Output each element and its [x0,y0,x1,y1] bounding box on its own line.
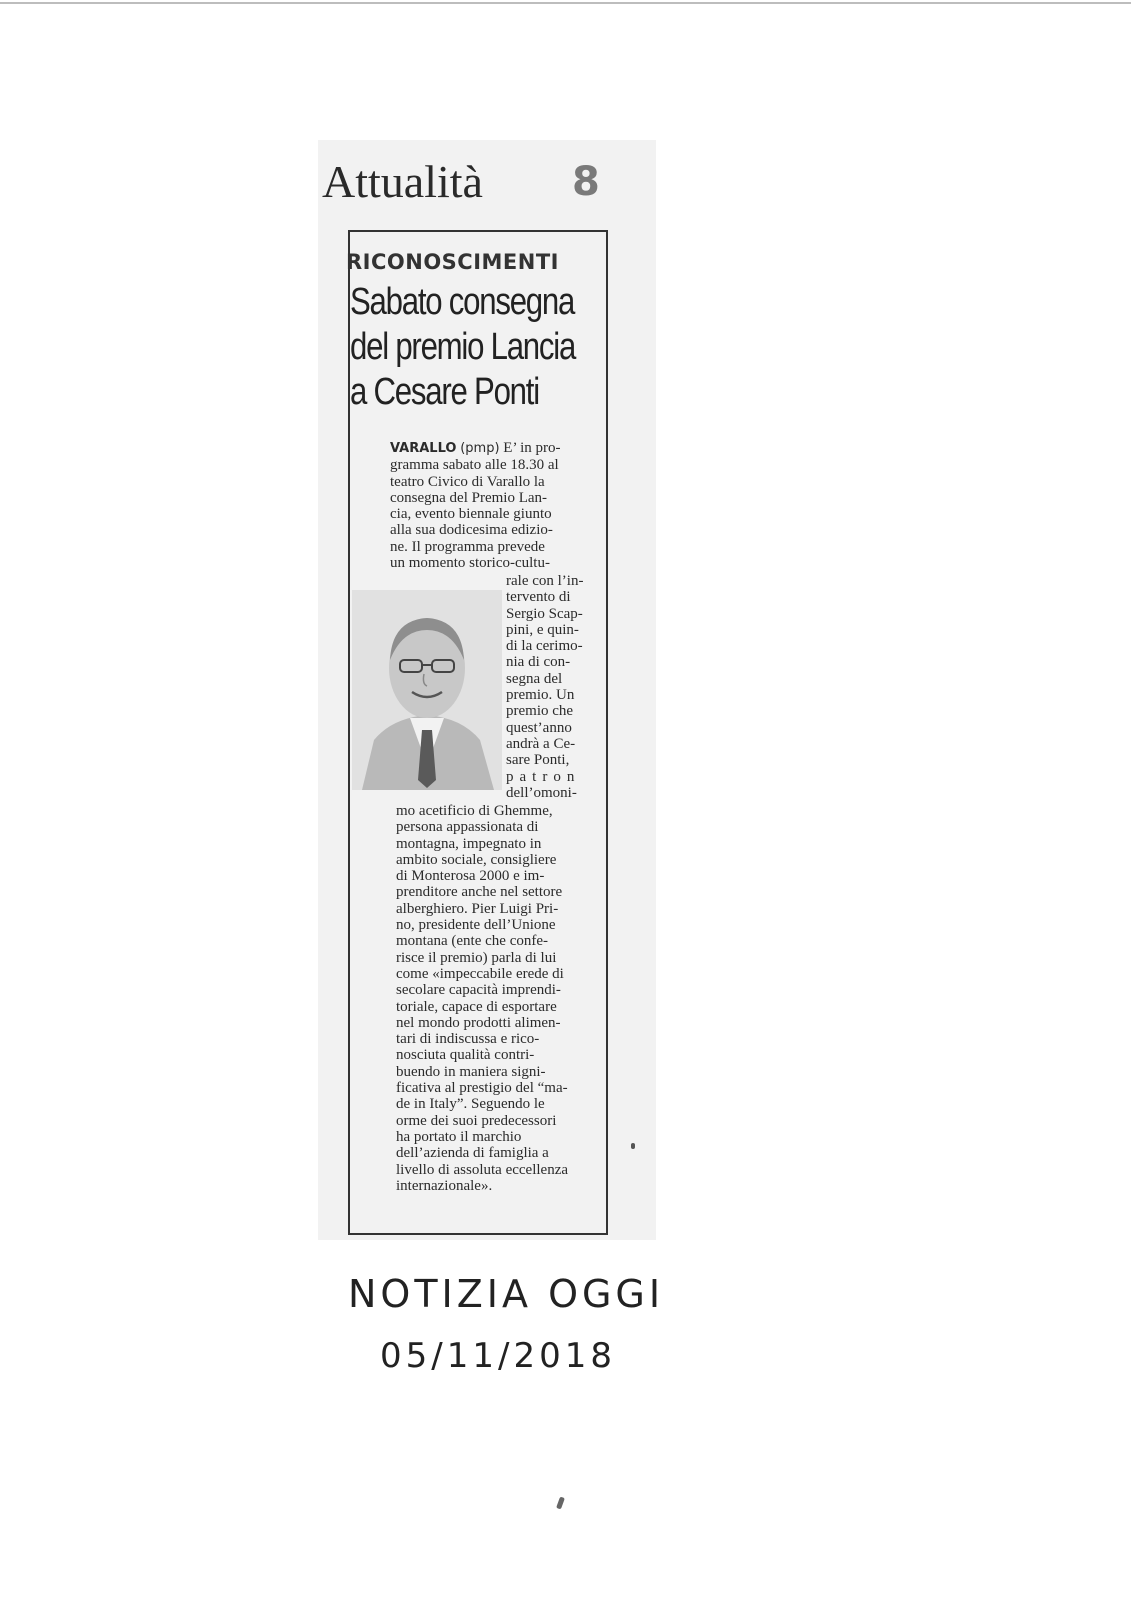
body-line: buendo in maniera signi- [396,1063,546,1080]
body-line: no, presidente dell’Unione [396,917,556,934]
portrait-photo [352,590,502,790]
body-line: tari di indiscussa e rico- [396,1031,540,1048]
article-body-narrow [506,573,602,801]
body-line: nia di con- [506,654,571,671]
portrait-drawing [352,590,502,790]
body-line: alla sua dodicesima edizio- [390,522,553,539]
body-line: ficativa al prestigio del “ma- [396,1080,568,1097]
dateline: VARALLO [390,441,457,456]
body-line: teatro Civico di Varallo la [390,473,545,490]
body-line: livello di assoluta eccellenza [396,1161,569,1178]
body-line: quest’anno [506,719,572,736]
scan-edge-line [0,2,1131,4]
body-line: come «impeccabile erede di [396,965,564,982]
body-line: gramma sabato alle 18.30 al [390,457,559,474]
body-line: rale con l’in- [506,573,584,589]
body-line: nosciuta qualità contri- [396,1047,535,1064]
body-line: persona appassionata di [396,819,539,836]
scan-speck [556,1497,565,1510]
body-line: montana (ente che confe- [396,933,548,950]
body-line: VARALLO (pmp) E’ in pro- [390,440,561,456]
article-kicker: RICONOSCIMENTI [346,250,559,274]
author-tag: (pmp) [460,441,500,456]
body-line: de in Italy”. Seguendo le [396,1096,545,1113]
scan-speck [631,1143,635,1149]
body-line: toriale, capace di esportare [396,998,557,1015]
body-line: di la cerimo- [506,638,583,655]
body-line: patron [506,768,581,785]
body-line: segna del [506,670,563,687]
body-line: un momento storico-cultu- [390,555,550,572]
body-line: consegna del Premio Lan- [390,489,548,506]
headline-line: a Cesare Ponti [350,371,539,413]
body-line: tervento di [506,589,571,606]
body-line: sare Ponti, [506,752,570,769]
body-line: dell’azienda di famiglia a [396,1145,549,1162]
body-line: Sergio Scap- [506,605,583,622]
headline-line: Sabato consegna [350,281,575,323]
body-line: prenditore anche nel settore [396,884,563,901]
article-body-top [390,440,602,571]
body-line: internazionale». [396,1177,493,1194]
body-line: premio che [506,703,574,720]
body-line: alberghiero. Pier Luigi Pri- [396,900,559,917]
body-line: orme dei suoi predecessori [396,1112,557,1129]
body-line: pini, e quin- [506,621,579,638]
body-line: di Monterosa 2000 e im- [396,868,545,885]
body-line: premio. Un [506,687,575,704]
article-body-bottom [396,803,608,1194]
body-line: secolare capacità imprendi- [396,982,561,999]
body-line: ambito sociale, consigliere [396,851,557,868]
body-line: ne. Il programma prevede [390,538,545,555]
page-number: 8 [572,159,600,205]
body-line: risce il premio) parla di lui [396,949,557,966]
body-line: ha portato il marchio [396,1128,522,1145]
body-line: andrà a Ce- [506,735,576,752]
headline-line: del premio Lancia [350,326,576,368]
article-headline [350,280,576,420]
handwritten-date: 05/11/2018 [380,1336,616,1376]
body-line: mo acetificio di Ghemme, [396,803,553,819]
body-line: montagna, impegnato in [396,835,542,852]
body-line: dell’omoni- [506,784,577,801]
body-line: cia, evento biennale giunto [390,506,552,523]
body-line: nel mondo prodotti alimen- [396,1014,561,1031]
section-title: Attualità [322,156,483,207]
handwritten-source: NOTIZIA OGGI [348,1272,665,1316]
